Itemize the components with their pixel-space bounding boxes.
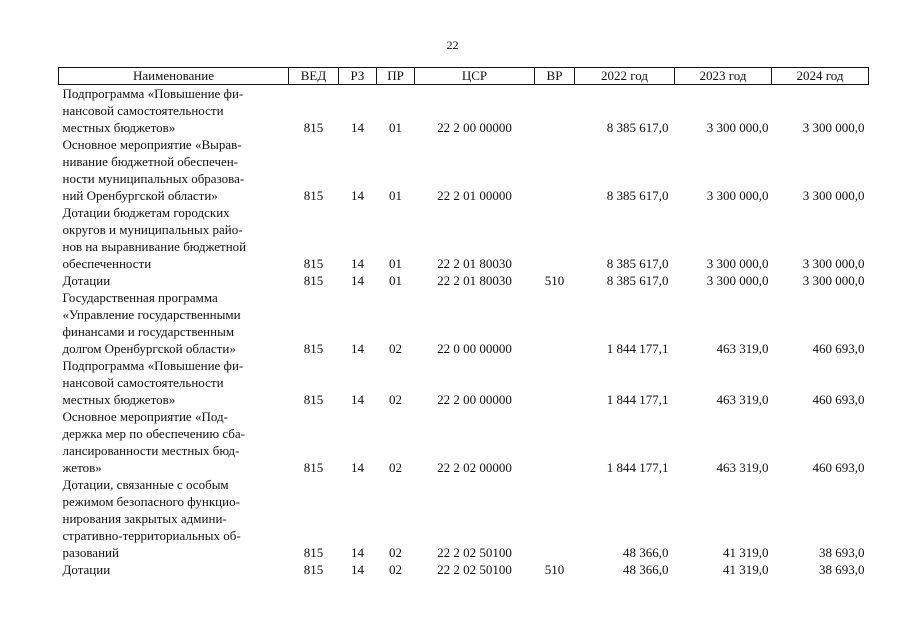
row-2022: 48 366,0 — [623, 545, 669, 560]
table-row — [59, 204, 869, 272]
row-ved: 815 — [303, 256, 324, 271]
row-csr: 22 2 00 00000 — [437, 392, 512, 407]
row-csr: 22 2 00 00000 — [437, 120, 512, 135]
header-vr: ВР — [535, 68, 575, 85]
table-row — [59, 357, 869, 408]
row-pr: 01 — [389, 120, 402, 135]
row-2023: 41 319,0 — [723, 562, 769, 577]
header-pr: ПР — [377, 68, 415, 85]
row-vr — [535, 204, 575, 272]
row-2022: 1 844 177,1 — [606, 392, 669, 407]
row-2024: 3 300 000,0 — [802, 120, 865, 135]
row-2023: 463 319,0 — [716, 460, 769, 475]
table-row — [59, 272, 869, 289]
row-ved: 815 — [303, 545, 324, 560]
table-row — [59, 136, 869, 204]
row-rz: 14 — [351, 562, 364, 577]
row-pr: 02 — [389, 545, 402, 560]
table-row — [59, 408, 869, 476]
row-ved: 815 — [303, 562, 324, 577]
row-pr: 01 — [389, 256, 402, 271]
header-name: Наименование — [59, 68, 289, 85]
row-ved: 815 — [303, 341, 324, 356]
row-2022: 8 385 617,0 — [606, 273, 669, 288]
row-name: Основное мероприятие «Под- держка мер по обеспечению сба- лансированности местных бюд- жетов» — [62, 409, 245, 475]
row-csr: 22 2 02 50100 — [437, 562, 512, 577]
row-vr: 510 — [544, 273, 565, 288]
row-2022: 8 385 617,0 — [606, 256, 669, 271]
row-name: Дотации бюджетам городских округов и муниципальных райо- нов на выравнивание бюджетной обеспеченности — [62, 205, 247, 271]
table-row — [59, 476, 869, 561]
row-name: Государственная программа «Управление государственными финансами и государственным долгом Оренбургской области» — [62, 290, 241, 356]
row-rz: 14 — [351, 256, 364, 271]
row-vr — [535, 289, 575, 357]
page-number: 22 — [446, 38, 459, 52]
row-2022: 48 366,0 — [623, 562, 669, 577]
row-2024: 3 300 000,0 — [802, 273, 865, 288]
row-rz: 14 — [351, 392, 364, 407]
row-pr: 02 — [389, 341, 402, 356]
header-2023: 2023 год — [675, 68, 772, 85]
row-pr: 02 — [389, 562, 402, 577]
row-vr — [535, 357, 575, 408]
row-vr — [535, 85, 575, 137]
row-vr: 510 — [544, 562, 565, 577]
row-ved: 815 — [303, 188, 324, 203]
row-rz: 14 — [351, 120, 364, 135]
row-2024: 460 693,0 — [812, 392, 865, 407]
row-2023: 3 300 000,0 — [706, 188, 769, 203]
header-rz: РЗ — [339, 68, 377, 85]
row-pr: 01 — [389, 273, 402, 288]
row-2023: 41 319,0 — [723, 545, 769, 560]
row-rz: 14 — [351, 545, 364, 560]
row-name: Дотации — [62, 562, 111, 577]
row-name: Подпрограмма «Повышение фи- нансовой самостоятельности местных бюджетов» — [62, 358, 244, 407]
table-row — [59, 85, 869, 137]
table-body — [59, 85, 869, 579]
budget-table — [58, 67, 869, 578]
header-2024: 2024 год — [772, 68, 869, 85]
row-ved: 815 — [303, 392, 324, 407]
row-2023: 3 300 000,0 — [706, 120, 769, 135]
table-header — [59, 68, 869, 85]
row-2024: 460 693,0 — [812, 460, 865, 475]
row-rz: 14 — [351, 273, 364, 288]
row-ved: 815 — [303, 273, 324, 288]
row-csr: 22 2 02 00000 — [437, 460, 512, 475]
row-name: Дотации, связанные с особым режимом безопасного функцио- нирования закрытых админи- стративно-территориальных об- разований — [62, 477, 241, 560]
row-name: Дотации — [62, 273, 111, 288]
row-csr: 22 2 02 50100 — [437, 545, 512, 560]
row-2024: 38 693,0 — [819, 545, 865, 560]
row-2022: 8 385 617,0 — [606, 188, 669, 203]
row-2022: 1 844 177,1 — [606, 460, 669, 475]
row-2022: 8 385 617,0 — [606, 120, 669, 135]
header-csr: ЦСР — [415, 68, 535, 85]
row-2023: 3 300 000,0 — [706, 256, 769, 271]
row-csr: 22 2 01 80030 — [437, 256, 512, 271]
row-csr: 22 2 01 80030 — [437, 273, 512, 288]
row-rz: 14 — [351, 460, 364, 475]
row-name: Основное мероприятие «Вырав- нивание бюджетной обеспечен- ности муниципальных образова- ний Оренбургской области» — [62, 137, 245, 203]
row-name: Подпрограмма «Повышение фи- нансовой самостоятельности местных бюджетов» — [62, 86, 244, 135]
row-ved: 815 — [303, 120, 324, 135]
row-csr: 22 0 00 00000 — [437, 341, 512, 356]
row-2023: 3 300 000,0 — [706, 273, 769, 288]
header-ved: ВЕД — [289, 68, 339, 85]
row-2024: 460 693,0 — [812, 341, 865, 356]
row-2024: 38 693,0 — [819, 562, 865, 577]
row-vr — [535, 408, 575, 476]
row-rz: 14 — [351, 341, 364, 356]
row-vr — [535, 476, 575, 561]
row-rz: 14 — [351, 188, 364, 203]
row-pr: 01 — [389, 188, 402, 203]
row-2023: 463 319,0 — [716, 392, 769, 407]
row-2022: 1 844 177,1 — [606, 341, 669, 356]
row-pr: 02 — [389, 460, 402, 475]
row-csr: 22 2 01 00000 — [437, 188, 512, 203]
row-pr: 02 — [389, 392, 402, 407]
row-ved: 815 — [303, 460, 324, 475]
row-2024: 3 300 000,0 — [802, 256, 865, 271]
row-vr — [535, 136, 575, 204]
row-2024: 3 300 000,0 — [802, 188, 865, 203]
header-2022: 2022 год — [575, 68, 675, 85]
table-row — [59, 561, 869, 578]
table-row — [59, 289, 869, 357]
row-2023: 463 319,0 — [716, 341, 769, 356]
